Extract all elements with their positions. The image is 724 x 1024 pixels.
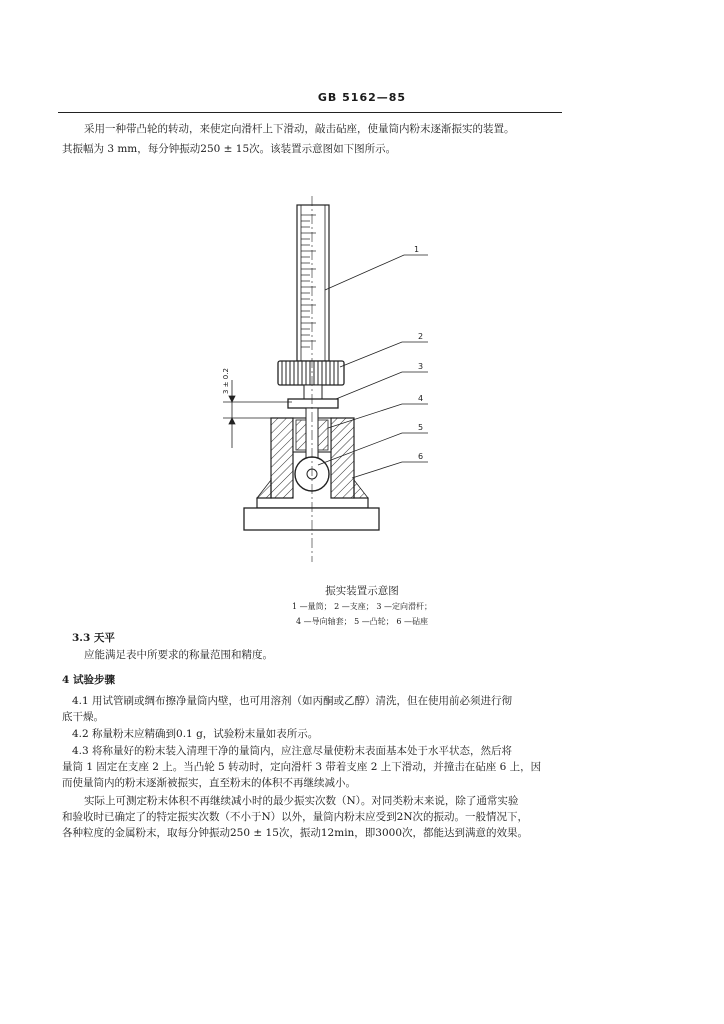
callout-3: 3 (418, 362, 424, 371)
figure-legend-line-1: 1 —量筒； 2 —支座； 3 —定向滑杆； (292, 602, 432, 611)
para-last-line-1: 实际上可测定粉末体积不再继续减小时的最少振实次数（N）。对同类粉末来说，除了通常实验 (84, 795, 519, 807)
para-4-1-line-2: 底干燥。 (62, 711, 104, 723)
section-3-3-text: 应能满足表中所要求的称量范围和精度。 (84, 649, 273, 661)
intro-line-2: 其振幅为 3 mm，每分钟振动250 ± 15次。该装置示意图如下图所示。 (62, 143, 397, 155)
figure-legend-line-2: 4 —导向轴套； 5 —凸轮； 6 —砧座 (296, 617, 428, 626)
para-4-2: 4.2 称量粉末应精确到0.1 g，试验粉末量如表所示。 (72, 728, 319, 740)
para-4-1-line-1: 4.1 用试管刷或绸布擦净量筒内壁，也可用溶剂（如丙酮或乙醇）清洗，但在使用前必须进行彻 (72, 695, 513, 707)
callout-6: 6 (418, 452, 424, 461)
measuring-cylinder (297, 205, 329, 361)
para-4-3-line-2: 量筒 1 固定在支座 2 上。当凸轮 5 转动时，定向滑杆 3 带着支座 2 上下滑动，并撞击在砧座 6 上，因 (62, 761, 542, 773)
para-4-3-line-1: 4.3 将称量好的粉末装入清理干净的量筒内，应注意尽量使粉末表面基本处于水平状态，然后将 (72, 745, 513, 757)
section-3-3-heading: 3.3 天平 (72, 632, 115, 644)
callout-2: 2 (418, 332, 424, 341)
guide-rod-collar (288, 399, 338, 408)
section-4-heading: 4 试验步骤 (62, 674, 115, 686)
para-4-3-line-3: 而使量筒内的粉末逐渐被振实，直至粉末的体积不再继续减小。 (62, 777, 356, 789)
callout-1: 1 (414, 245, 420, 254)
knurled-support (278, 361, 344, 399)
para-last-line-3: 各种粒度的金属粉末，取每分钟振动250 ± 15次，振动12min，即3000次，都能达到满意的效果。 (62, 827, 529, 839)
intro-line-1: 采用一种带凸轮的转动，来使定向滑杆上下滑动，敲击砧座，使量筒内粉末逐渐振实的装置。 (84, 123, 515, 135)
figure-caption: 振实装置示意图 (325, 585, 399, 597)
callout-4: 4 (418, 394, 424, 403)
para-last-line-2: 和验收时已确定了的特定振实次数（不小于N）以外，量筒内粉末应受到2N次的振动。一般情况下， (62, 811, 529, 823)
callout-5: 5 (418, 423, 424, 432)
standard-number: GB 5162—85 (317, 91, 407, 104)
dimension-label: 3 ± 0.2 (222, 368, 230, 394)
